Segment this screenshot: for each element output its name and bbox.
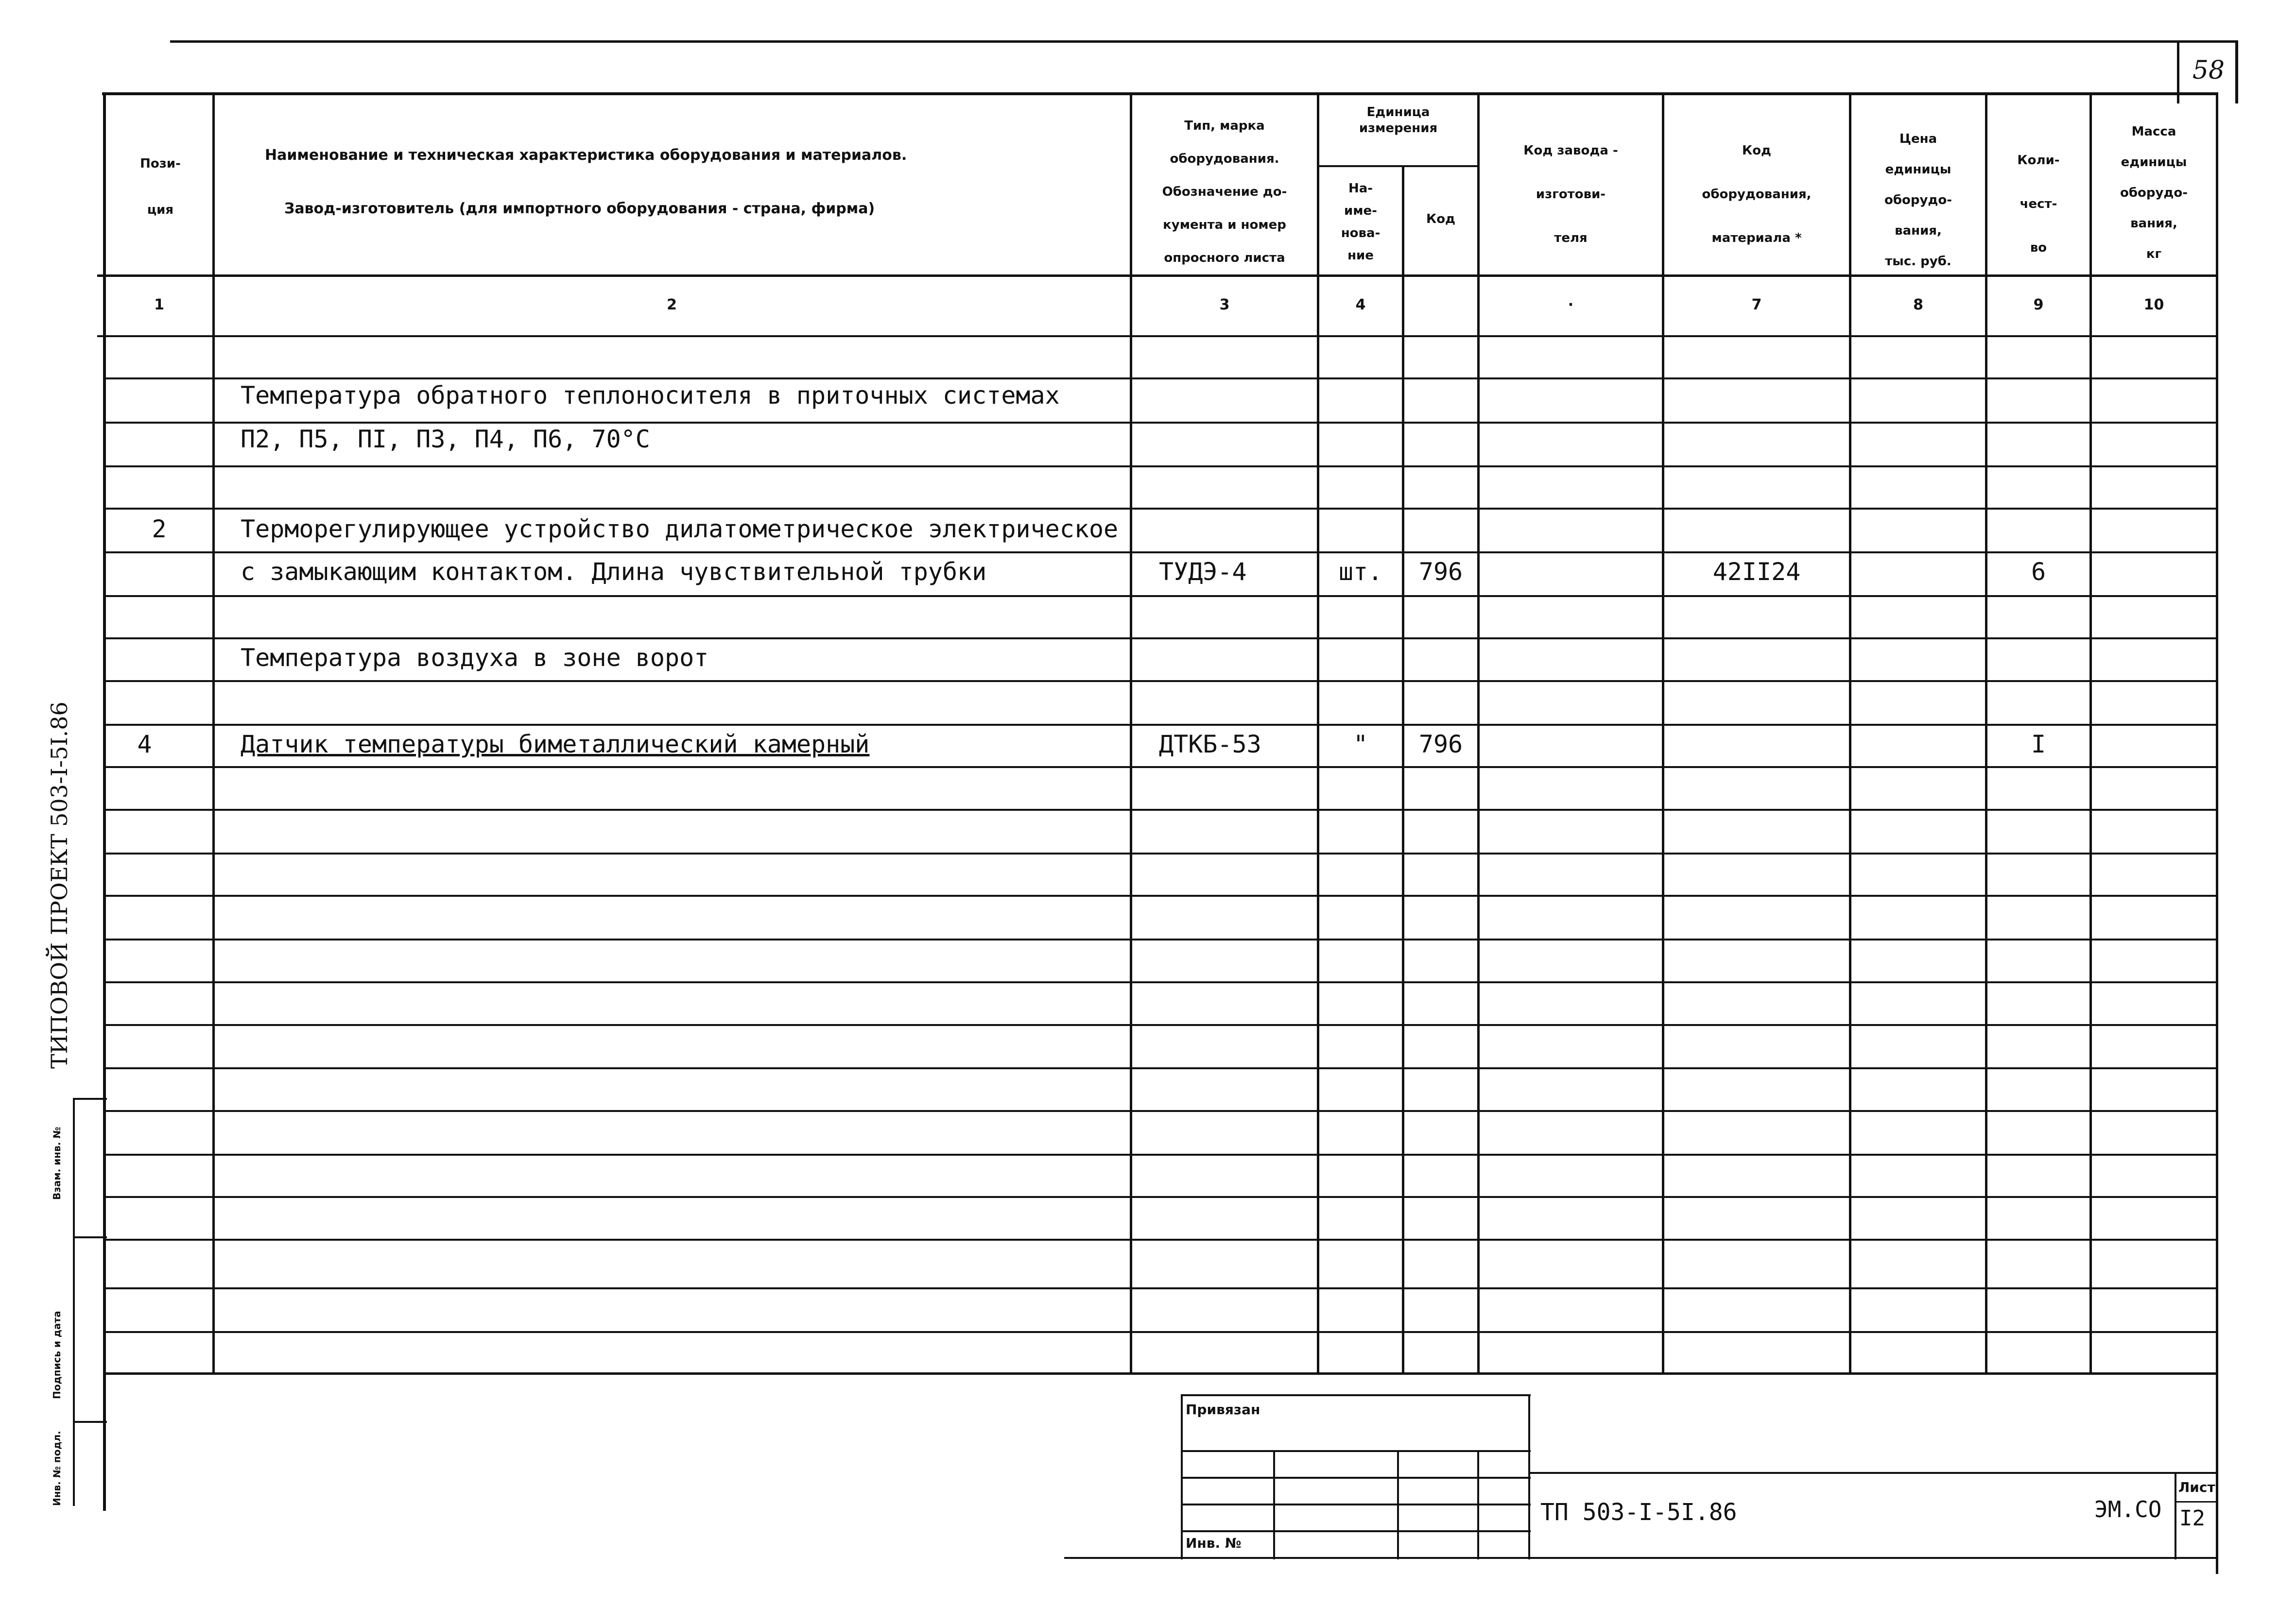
sheet-number: I2 bbox=[2179, 1506, 2205, 1531]
header-unit-name: На- име- нова- ние bbox=[1341, 181, 1381, 263]
row-name: Датчик температуры биметаллический камерный bbox=[241, 730, 870, 758]
side-label-original-inv: Инв. № подл. bbox=[51, 1431, 63, 1506]
stamp-bound-label: Привязан bbox=[1186, 1402, 1260, 1418]
column-number-1: 1 bbox=[154, 296, 164, 313]
sheet-label: Лист bbox=[2178, 1479, 2215, 1495]
row-name: с замыкающим контактом. Длина чувствительной трубки bbox=[241, 558, 987, 586]
row-code: 796 bbox=[1418, 558, 1463, 586]
header-unit-group: Единица измерения bbox=[1359, 105, 1438, 136]
side-label-signature: Подпись и дата bbox=[51, 1311, 63, 1399]
row-unit: " bbox=[1353, 730, 1368, 758]
stamp-inventory-label: Инв. № bbox=[1186, 1535, 1242, 1551]
row-position: 2 bbox=[152, 515, 167, 543]
row-equipment-code: 42II24 bbox=[1712, 558, 1801, 586]
header-name-line1: Наименование и техническая характеристика оборудования и материалов. bbox=[265, 147, 907, 164]
header-name-line2: Завод-изготовитель (для импортного оборудования - страна, фирма) bbox=[284, 200, 875, 217]
side-project-label: ТИПОВОЙ ПРОЕКТ 503-I-5I.86 bbox=[46, 701, 72, 1069]
sheet-corner-number: 58 bbox=[2192, 56, 2225, 85]
row-name: П2, П5, ПI, П3, П4, П6, 70°C bbox=[241, 425, 650, 453]
row-name: Терморегулирующее устройство дилатометрическое электрическое bbox=[241, 515, 1119, 543]
row-type: ТУДЭ-4 bbox=[1159, 558, 1247, 586]
header-equipment-code: Код оборудования, материала * bbox=[1702, 143, 1812, 245]
column-number-9: 9 bbox=[2033, 296, 2044, 313]
header-factory-code: Код завода - изготови- теля bbox=[1523, 143, 1618, 245]
row-position: 4 bbox=[137, 730, 152, 758]
row-name: Температура обратного теплоносителя в приточных системах bbox=[241, 381, 1060, 410]
row-code: 796 bbox=[1418, 730, 1463, 758]
row-quantity: I bbox=[2031, 730, 2046, 758]
row-type: ДТКБ-53 bbox=[1159, 730, 1261, 758]
header-unit-code: Код bbox=[1426, 212, 1456, 226]
row-name: Температура воздуха в зоне ворот bbox=[241, 644, 709, 672]
header-position: Пози- ция bbox=[140, 156, 181, 217]
document-code: ТП 503-I-5I.86 bbox=[1540, 1499, 1737, 1526]
row-quantity: 6 bbox=[2031, 558, 2046, 586]
column-number-4: 4 bbox=[1355, 296, 1366, 313]
header-quantity: Коли- чест- во bbox=[2017, 153, 2060, 255]
column-number-3: 3 bbox=[1219, 296, 1230, 313]
document-mark: ЭМ.СО bbox=[2094, 1496, 2162, 1522]
header-unit-price: Цена единицы оборудо- вания, тыс. руб. bbox=[1884, 132, 1952, 269]
column-number-10: 10 bbox=[2143, 296, 2164, 313]
row-unit: шт. bbox=[1338, 558, 1383, 586]
column-number-2: 2 bbox=[667, 296, 677, 313]
header-type: Тип, марка оборудования. Обозначение до- кумента и номер опросного листа bbox=[1162, 119, 1287, 265]
header-unit-mass: Масса единицы оборудо- вания, кг bbox=[2120, 124, 2188, 261]
column-number-7: 7 bbox=[1751, 296, 1762, 313]
column-number-8: 8 bbox=[1913, 296, 1923, 313]
side-label-replacement: Взам. инв. № bbox=[51, 1127, 63, 1200]
column-number-6: · bbox=[1568, 296, 1574, 313]
